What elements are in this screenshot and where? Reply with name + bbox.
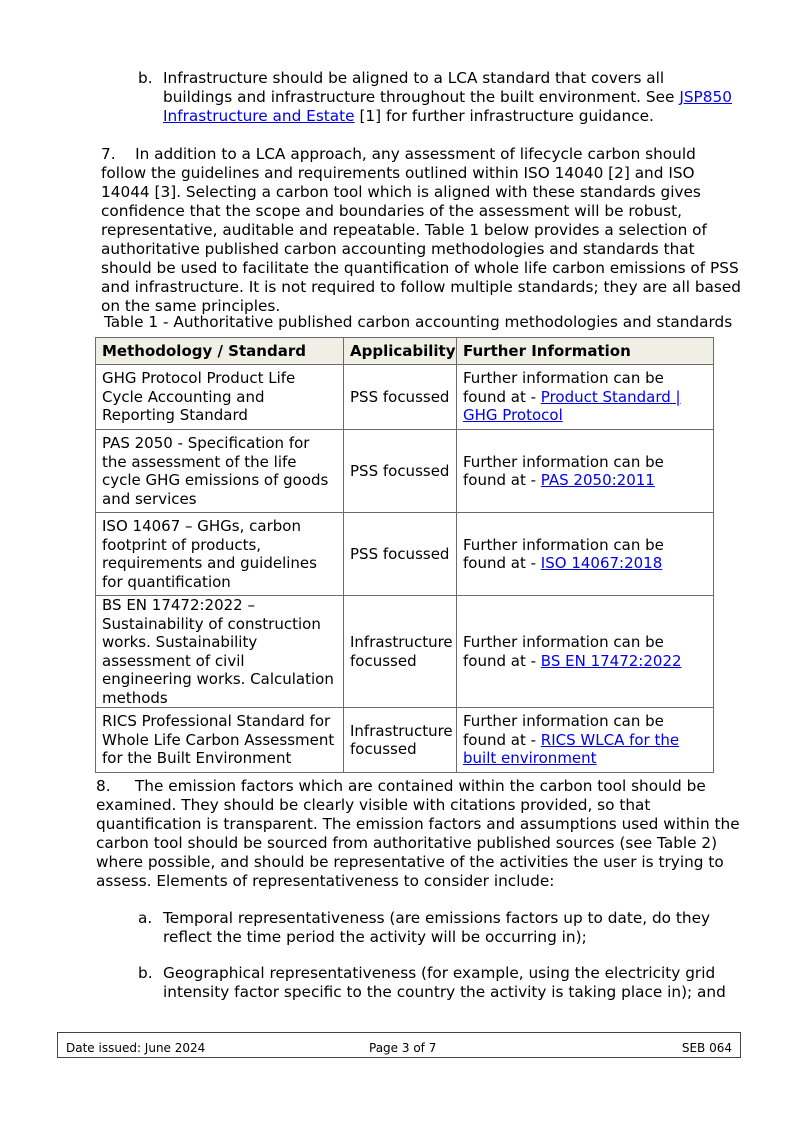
table-row (96, 708, 714, 773)
table-row (96, 430, 714, 513)
info-cell (457, 365, 714, 430)
applicability-cell: PSS focussed (344, 513, 457, 596)
table-caption: Table 1 - Authoritative published carbon accounting methodologies and standards (104, 313, 733, 331)
iso-14067-link[interactable]: ISO 14067:2018 (540, 554, 663, 572)
list-label: b. (138, 69, 153, 87)
table-row (96, 596, 714, 708)
info-prefix: Further information can be found at - (463, 633, 664, 670)
jsp850-link[interactable]: JSP850 Infrastructure and Estate (163, 88, 732, 125)
methodology-table (95, 337, 714, 773)
methodology-cell: GHG Protocol Product Life Cycle Accounting and Reporting Standard (96, 365, 344, 430)
info-cell (457, 513, 714, 596)
header-methodology: Methodology / Standard (96, 338, 344, 365)
pas-2050-link[interactable]: PAS 2050:2011 (540, 471, 655, 489)
list-text-end: [1] for further infrastructure guidance. (354, 107, 654, 125)
list-item-b-infrastructure (138, 69, 738, 126)
footer-reference: SEB 064 (681, 1041, 732, 1055)
header-applicability: Applicability (344, 338, 457, 365)
footer-date: Date issued: June 2024 (66, 1041, 206, 1055)
list-text: Temporal representativeness (are emissions factors up to date, do they reflect the time period the activity will be occurring in); (163, 909, 711, 946)
methodology-cell: RICS Professional Standard for Whole Life Carbon Assessment for the Built Environment (96, 708, 344, 773)
table-row (96, 513, 714, 596)
info-cell (457, 430, 714, 513)
table-row (96, 365, 714, 430)
list-item-b-geographical (138, 964, 738, 1002)
list-label: a. (138, 909, 153, 927)
rics-wlca-link[interactable]: RICS WLCA for the built environment (463, 730, 680, 768)
applicability-cell: PSS focussed (344, 365, 457, 430)
methodology-cell: BS EN 17472:2022 – Sustainability of construction works. Sustainability assessment of civil engineering works. Calculation methods (96, 596, 344, 708)
applicability-cell: Infrastructure focussed (344, 708, 457, 773)
paragraph-8 (96, 777, 741, 891)
paragraph-text: The emission factors which are contained within the carbon tool should be examined. They should be clearly visible with citations provided, so that quantification is transparent. The emission factors and assumptions used within the carbon tool should be sourced from authoritative published sources (see Table 2) where possible, and should be representative of the activities the user is trying to assess. Elements of representativeness to consider include: (96, 777, 740, 890)
applicability-cell: PSS focussed (344, 430, 457, 513)
list-label: b. (138, 964, 153, 982)
applicability-cell: Infrastructure focussed (344, 596, 457, 708)
ghg-protocol-link[interactable]: Product Standard | GHG Protocol (463, 387, 681, 425)
list-text: Infrastructure should be aligned to a LCA standard that covers all buildings and infrastructure throughout the built environment. See (163, 69, 680, 106)
methodology-cell: ISO 14067 – GHGs, carbon footprint of products, requirements and guidelines for quantification (96, 513, 344, 596)
paragraph-7 (101, 145, 741, 316)
header-further-info: Further Information (457, 338, 714, 365)
info-prefix: Further information can be found at - (463, 369, 664, 406)
paragraph-text: In addition to a LCA approach, any assessment of lifecycle carbon should follow the guidelines and requirements outlined within ISO 14040 [2] and ISO 14044 [3]. Selecting a carbon tool which is aligned with these standards gives confidence that the scope and boundaries of the assessment will be robust, representative, auditable and repeatable. Table 1 below provides a selection of authoritative published carbon accounting methodologies and standards that should be used to facilitate the quantification of whole life carbon emissions of PSS and infrastructure. It is not required to follow multiple standards; they are all based on the same principles. (101, 145, 741, 315)
page-footer (57, 1032, 741, 1058)
list-text: Geographical representativeness (for example, using the electricity grid intensity factor specific to the country the activity is taking place in); and (163, 964, 726, 1001)
table-header-row (96, 338, 714, 365)
bs-en-17472-link[interactable]: BS EN 17472:2022 (540, 651, 682, 670)
methodology-cell: PAS 2050 - Specification for the assessment of the life cycle GHG emissions of goods and services (96, 430, 344, 513)
footer-page-number: Page 3 of 7 (369, 1041, 437, 1055)
info-prefix: Further information can be found at - (463, 712, 664, 749)
info-prefix: Further information can be found at - (463, 452, 664, 489)
info-cell (457, 596, 714, 708)
paragraph-number: 8. (96, 777, 111, 795)
info-prefix: Further information can be found at - (463, 535, 664, 572)
paragraph-number: 7. (101, 145, 116, 163)
list-item-a-temporal (138, 909, 738, 947)
info-cell (457, 708, 714, 773)
